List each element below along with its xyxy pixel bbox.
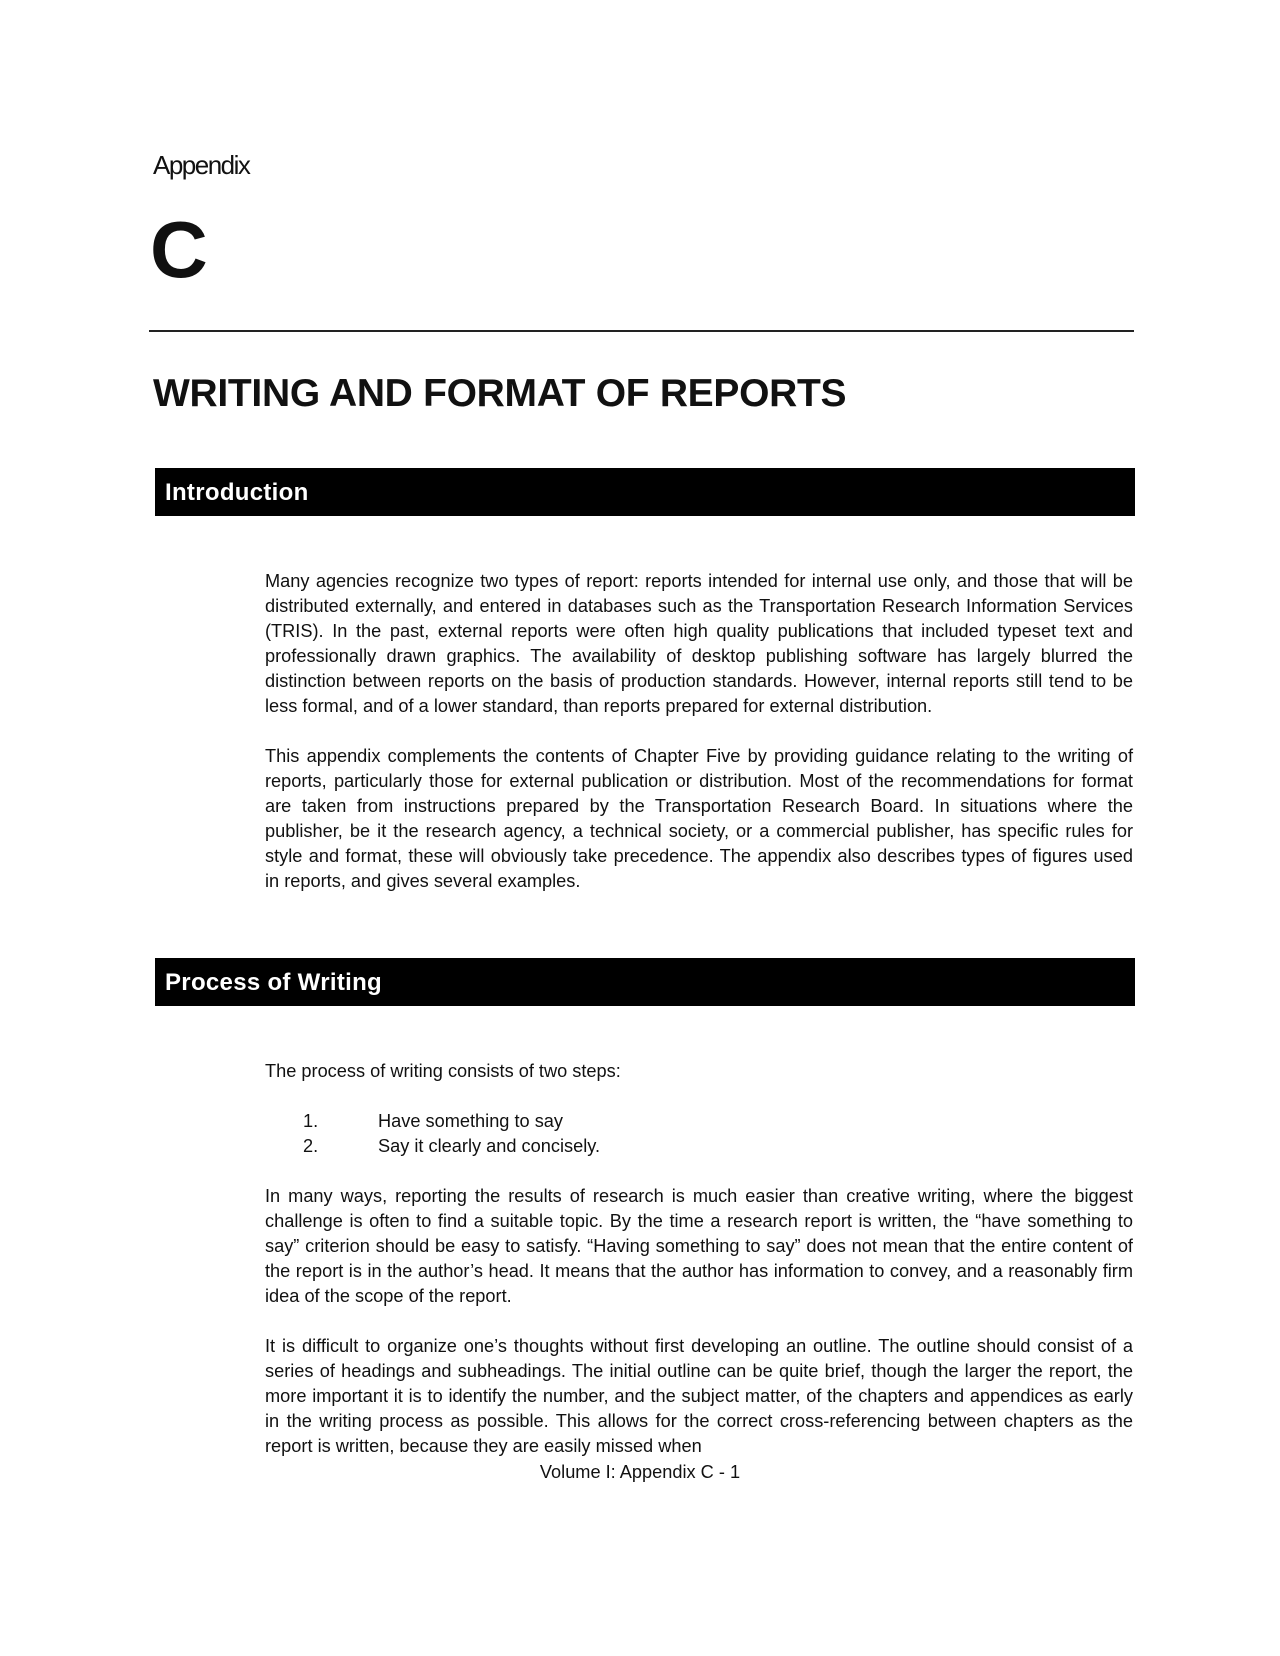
paragraph: In many ways, reporting the results of research is much easier than creative writing, where the biggest challenge is often to find a suitable topic. By the time a research report is written, the “have something to say” criterion should be easy to satisfy. “Having something to say” does not mean that the entire content of the report is in the author’s head. It means that the author has information to convey, and a reasonably firm idea of the scope of the report. (265, 1186, 1133, 1306)
process-body (265, 1059, 1133, 1459)
section-heading-introduction: Introduction (155, 468, 1135, 516)
section-heading-process-of-writing: Process of Writing (155, 958, 1135, 1006)
appendix-letter: C (150, 205, 208, 294)
step-text: Have something to say (378, 1111, 564, 1131)
steps-list (265, 1109, 1133, 1159)
introduction-body (265, 569, 1133, 894)
steps-intro: The process of writing consists of two steps: (265, 1061, 621, 1081)
list-item (265, 1134, 1133, 1159)
paragraph: Many agencies recognize two types of report: reports intended for internal use only, and those that will be distributed externally, and entered in databases such as the Transportation Research Information Services (TRIS). In the past, external reports were often high quality publications that included typeset text and professionally drawn graphics. The availability of desktop publishing software has largely blurred the distinction between reports on the basis of production standards. However, internal reports still tend to be less formal, and of a lower standard, than reports prepared for external distribution. (265, 571, 1133, 716)
title-rule (149, 330, 1134, 332)
step-number: 1. (303, 1111, 319, 1131)
paragraph: It is difficult to organize one’s thoughts without first developing an outline. The outline should consist of a series of headings and subheadings. The initial outline can be quite brief, though the larger the report, the more important it is to identify the number, and the subject matter, of the chapters and appendices as early in the writing process as possible. This allows for the correct cross-referencing between chapters as the report is written, because they are easily missed when (265, 1336, 1133, 1456)
page-title: WRITING AND FORMAT OF REPORTS (153, 372, 847, 415)
paragraph: This appendix complements the contents of Chapter Five by providing guidance relating to the writing of reports, particularly those for external publication or distribution. Most of the recommendations for format are taken from instructions prepared by the Transportation Research Board. In situations where the publisher, be it the research agency, a technical society, or a commercial publisher, has specific rules for style and format, these will obviously take precedence. The appendix also describes types of figures used in reports, and gives several examples. (265, 746, 1133, 891)
page-footer: Volume I: Appendix C - 1 (539, 1462, 741, 1482)
step-number: 2. (303, 1136, 319, 1156)
list-item (265, 1109, 1133, 1134)
step-text: Say it clearly and concisely. (378, 1136, 601, 1156)
appendix-label: Appendix (153, 150, 250, 180)
